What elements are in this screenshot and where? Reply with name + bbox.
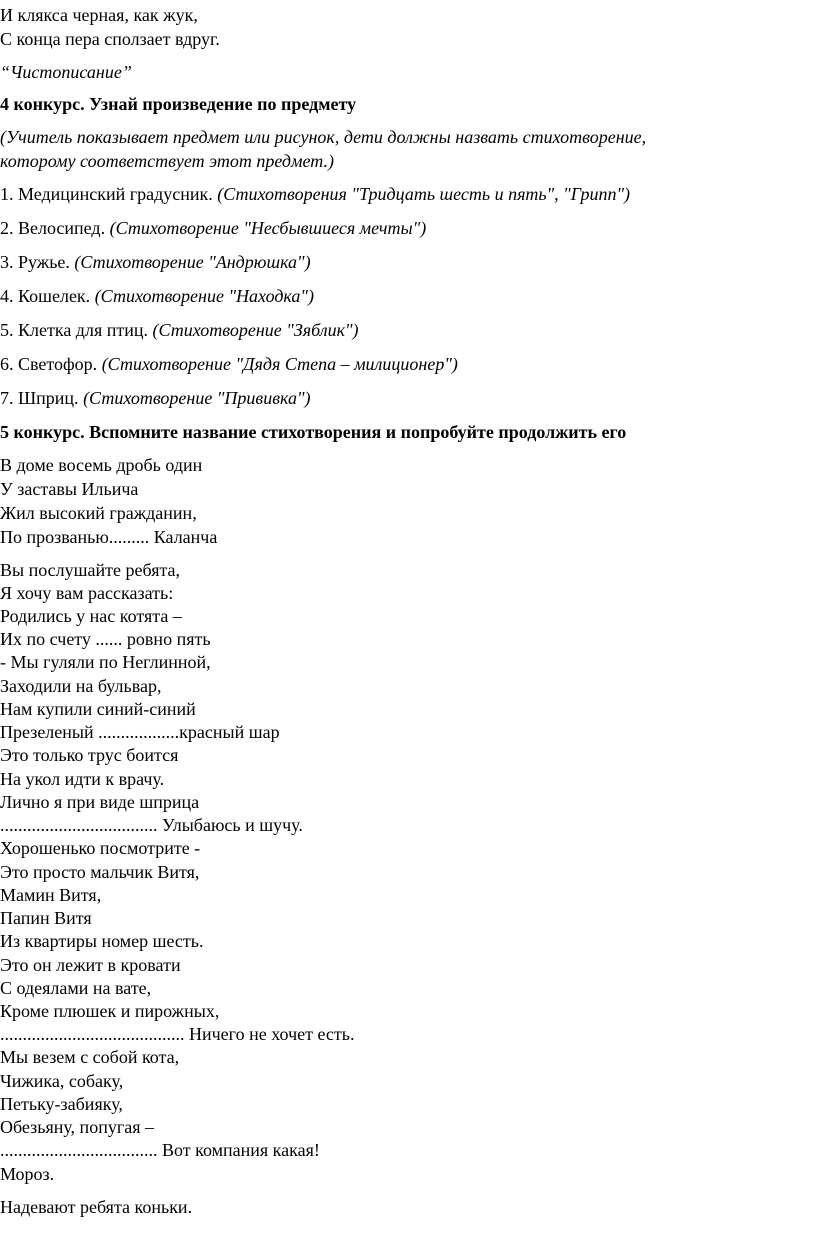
poem-line: Надевают ребята коньки. [0,1197,193,1217]
poem-line: Это только трус боится [0,745,179,765]
poem-line: По прозванью......... Каланча [0,527,218,547]
item-object: 6. Светофор. [0,354,102,374]
poem-line: Из квартиры номер шесть. [0,931,204,951]
item-object: 7. Шприц. [0,388,84,408]
poem-line: Презеленый ..................красный шар [0,722,280,742]
poem-line: Их по счету ...... ровно пять [0,629,211,649]
poem-line: В доме восемь дробь один [0,455,203,475]
poem-line: Папин Витя [0,908,92,928]
item-answer: (Стихотворение "Прививка") [83,388,311,408]
poem-line: Родились у нас котята – [0,606,182,626]
contest4-item [0,352,458,376]
intro-answer: “Чистописание” [0,62,132,82]
item-answer: (Стихотворение "Андрюшка") [74,252,311,272]
poem-line: ................................... Вот компания какая! [0,1140,320,1160]
contest4-item [0,216,426,240]
item-object: 3. Ружье. [0,252,75,272]
contest4-item [0,318,359,342]
poem-line: С одеялами на вате, [0,978,152,998]
poem-line: Мороз. [0,1164,55,1184]
poem-line: Хорошенько посмотрите - [0,838,201,858]
poem-line: Чижика, собаку, [0,1071,124,1091]
poem-line: Это просто мальчик Витя, [0,862,200,882]
contest4-item [0,250,311,274]
poem-line: Петьку-забияку, [0,1094,123,1114]
item-answer: (Стихотворение "Дядя Степа – милиционер") [101,354,458,374]
poem-line: Нам купили синий-синий [0,699,196,719]
item-answer: (Стихотворение "Зяблик") [152,320,359,340]
poem-line: Заходили на бульвар, [0,676,162,696]
contest5-heading: 5 конкурс. Вспомните название стихотворения и попробуйте продолжить его [0,422,627,442]
poem-line: Мы везем с собой кота, [0,1047,180,1067]
poem-line: На укол идти к врачу. [0,769,165,789]
poem-line: Лично я при виде шприца [0,792,200,812]
item-answer: (Стихотворение "Несбывшиеся мечты") [109,218,427,238]
item-object: 5. Клетка для птиц. [0,320,153,340]
contest4-item [0,182,630,206]
item-answer: (Стихотворение "Находка") [94,286,314,306]
poem-line: Жил высокий гражданин, [0,503,197,523]
item-object: 2. Велосипед. [0,218,110,238]
item-object: 4. Кошелек. [0,286,95,306]
poem-line: Вы послушайте ребята, [0,560,181,580]
contest4-heading: 4 конкурс. Узнай произведение по предмету [0,94,357,114]
poem-line: Мамин Витя, [0,885,102,905]
poem-line: Я хочу вам рассказать: [0,583,174,603]
poem-line: - Мы гуляли по Неглинной, [0,652,211,672]
poem-line: Обезьяну, попугая – [0,1117,154,1137]
item-object: 1. Медицинский градусник. [0,184,218,204]
intro-line: С конца пера сползает вдруг. [0,29,220,49]
item-answer: (Стихотворения "Тридцать шесть и пять", "Грипп") [217,184,631,204]
poem-line: У заставы Ильича [0,479,139,499]
poem-line: Это он лежит в кровати [0,955,181,975]
poem-line: ................................... Улыбаюсь и шучу. [0,815,303,835]
poem-line: Кроме плюшек и пирожных, [0,1001,220,1021]
contest4-item [0,386,311,410]
contest4-instruction: которому соответствует этот предмет.) [0,151,334,171]
contest4-instruction: (Учитель показывает предмет или рисунок, дети должны назвать стихотворение, [0,127,647,147]
contest4-item [0,284,314,308]
poem-line: ......................................... Ничего не хочет есть. [0,1024,355,1044]
intro-line: И клякса черная, как жук, [0,5,198,25]
